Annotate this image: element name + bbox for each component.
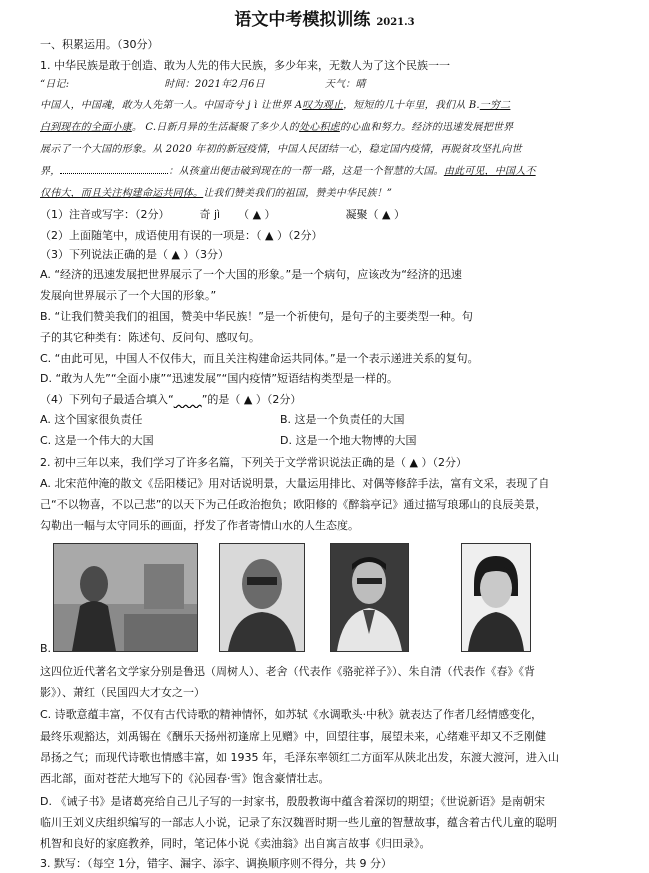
q2-option-c-cont3: 西北部，面对苍茫大地写下的《沁园春·雪》饱含豪情壮志。: [40, 772, 330, 785]
portrait-lu-xun: [53, 543, 198, 652]
q2-option-a-cont1: 己“不以物喜，不以己悲”的以天下为己任政治抱负；欧阳修的《醉翁亭记》通过描写琅琊山的良辰美景，: [40, 498, 547, 511]
q2-option-d: D. 《诫子书》是诸葛亮给自己儿子写的一封家书，殷殷教诲中蕴含着深切的期望；《世说新语》是南朝宋: [40, 795, 545, 808]
q2-option-d-cont1: 临川王刘义庆组织编写的一部志人小说，记录了东汉魏晋时期一些儿童的智慧故事，蕴含着古代儿童的聪明: [40, 816, 557, 829]
q1-sub1: （1）注音或写字：（2分） 奇 jì （ ▲ ） 凝聚（ ▲ ）: [40, 208, 406, 221]
q2-option-c-cont2: 昂扬之气；而现代诗歌也情感丰富，如 1935 年，毛泽东率领红二方面军从陕北出发，东渡大渡河，进入山: [40, 751, 559, 764]
q2-option-b-cont: 影》）、萧红（民国四大才女之一）: [40, 686, 205, 699]
section-heading: 一、积累运用。（30分）: [40, 38, 159, 51]
q2-option-a-cont2: 勾勒出一幅与太守同乐的画面，抒发了作者寄情山水的人生态度。: [40, 519, 359, 532]
q1-sub3-option-a: A. “经济的迅速发展把世界展示了一个大国的形象。”是一个病句，应该改为“经济的迅速: [40, 268, 462, 281]
q2-stem: 2. 初中三年以来，我们学习了许多名篇，下列关于文学常识说法正确的是（ ▲ ）（2分）: [40, 456, 467, 469]
q2-option-d-cont2: 机智和良好的家庭教养，同时，笔记体小说《卖油翁》出自寓言故事《归田录》。: [40, 837, 431, 850]
q2-option-a: A. 北宋范仲淹的散文《岳阳楼记》用对话说明景，大量运用排比、对偶等修辞手法，富有文采，表现了自: [40, 477, 550, 490]
portrait-zhu-ziqing: [330, 543, 409, 652]
portrait-xiao-hong: [461, 543, 531, 652]
diary-line-5: 仅伟大，而且关注构建命运共同体。让我们赞美我们的祖国，赞美中华民族！”: [40, 188, 393, 199]
diary-line-3: 展示了一个大国的形象。从 2020 年初的新冠疫情，中国人民团结一心，稳定国内疫情，再脱贫攻坚扎向世: [40, 144, 522, 155]
q1-sub4-options-row1: A. 这个国家很负责任 B. 这是一个负责任的大国: [40, 413, 405, 426]
q2-option-b-label: B.: [40, 642, 52, 655]
q2-option-c-cont1: 最终乐观豁达，刘禹锡在《酬乐天扬州初逢席上见赠》中，回望往事，展望未来，心绪难平却又不乏刚健: [40, 730, 546, 743]
q1-sub3-option-d: D. “敢为人先”“全面小康”“迅速发展”“国内疫情”短语结构类型是一样的。: [40, 372, 399, 385]
portrait-lao-she: [219, 543, 305, 652]
title-year: 2021.3: [376, 17, 415, 28]
q1-intro: 1. 中华民族是敢于创造、敢为人先的伟大民族，多少年来，无数人为了这个民族一一: [40, 59, 450, 72]
q1-sub4-options-row2: C. 这是一个伟大的大国 D. 这是一个地大物博的大国: [40, 434, 417, 447]
q3-stem: 3. 默写：（每空 1分，错字、漏字、添字、调换顺序则不得分，共 9 分）: [40, 857, 392, 870]
q1-sub3: （3）下列说法正确的是（ ▲ ）（3分）: [40, 248, 229, 261]
q2-option-b: 这四位近代著名文学家分别是鲁迅（周树人）、老舍（代表作《骆驼祥子》）、朱自清（代表作《春》《背: [40, 665, 535, 678]
q2-option-c: C. 诗歌意蕴丰富，不仅有古代诗歌的精神情怀，如苏轼《水调歌头·中秋》就表达了作者几经情感变化，: [40, 708, 543, 721]
q1-sub2: （2）上面随笔中，成语使用有误的一项是：（ ▲ ）（2分）: [40, 229, 323, 242]
diary-line-1: 中国人，中国魂，敢为人先第一人。中国奇兮 j ì 让世界 A叹为观止，短短的几十年里，我们从 B.一穷二: [40, 100, 511, 111]
diary-line-2: 白到现在的全面小康。 C.日新月异的生活凝聚了多少人的处心积虑的心血和努力。经济的迅速发展把世界: [40, 122, 514, 133]
diary-line-4: 界， ：从孩童出便击破到现在的一帮一路，这是一个智慧的大国。由此可见，中国人不: [40, 166, 536, 177]
q1-sub4: （4）下列句子最适合填入“ ”的是（ ▲ ）（2分）: [40, 393, 302, 406]
page-title: 语文中考模拟训练 2021.3: [234, 10, 415, 30]
q1-sub3-option-a-cont: 发展向世界展示了一个大国的形象。”: [40, 289, 217, 302]
fill-blank: [60, 173, 168, 174]
q1-sub3-option-b-cont: 子的其它种类有：陈述句、反问句、感叹句。: [40, 331, 260, 344]
q1-sub3-option-c: C. “由此可见，中国人不仅伟大，而且关注构建命运共同体。”是一个表示递进关系的复句。: [40, 352, 479, 365]
q1-sub3-option-b: B. “让我们赞美我们的祖国，赞美中华民族！”是一个祈使句，是句子的主要类型一种。句: [40, 310, 473, 323]
diary-header: “日记: 时间：2021年2月6日 天气：晴: [40, 79, 366, 90]
